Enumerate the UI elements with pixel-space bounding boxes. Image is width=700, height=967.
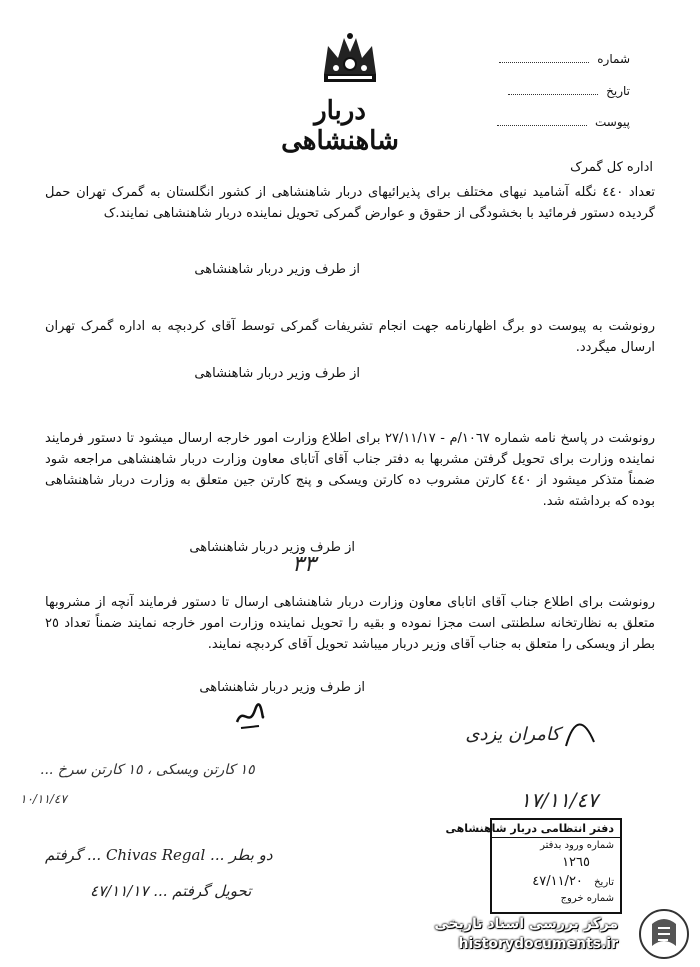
handwritten-number: ٣٣ (292, 552, 316, 577)
signature-line-4: از طرف وزیر دربار شاهنشاهی (199, 680, 365, 695)
handwritten-signature-name: کامران یزدی (465, 724, 560, 745)
court-title: دربار شاهنشاهی (281, 96, 399, 156)
signature-line-1: از طرف وزیر دربار شاهنشاهی (194, 262, 360, 277)
stamp-title: دفتر انتظامی دربار شاهنشاهی (492, 820, 620, 838)
handwritten-note-3: تحویل گرفتم ... ٤٧/١١/١٧ (90, 882, 252, 900)
number-blank (499, 62, 589, 63)
paragraph-3: رونوشت در پاسخ نامه شماره ١٠٦٧/م - ٢٧/١١/١٧ برای اطلاع وزارت امور خارجه ارسال میشود تا دستور فرمایند نماینده وزارت برای تحویل گرفتن مشربها به دفتر جناب آقای آتابای معاون وزارت دربار شاهنشاهی مراجعه شود ضمناً متذکر میشود از ٤٤٠ کارتن مشروب ده کارتن ویسکی و پنج کارتن جین متعلق به وزارت دربار شاهنشاهی بوده که برداشته شد. (45, 431, 656, 509)
paragraph-4: رونوشت برای اطلاع جناب آقای اتابای معاون وزارت دربار شاهنشاهی ارسال تا دستور فرمایند آنچه از مشروبها متعلق به نظارتخانه سلطنتی است مجزا نموده و بقیه را تحویل نماینده وزارت امور خارجه نمایند ضمناً تعداد ٢٥ بطر از ویسکی را متعلق به جناب آقای وزیر دربار میباشد تحویل آقای کردبچه نمایند. (45, 595, 655, 652)
watermark-name: مرکز بررسی اسناد تاریخی (434, 916, 618, 932)
stamp-incoming-label: شماره ورود بدفتر (540, 840, 614, 851)
watermark-domain: historydocuments.ir (458, 936, 618, 952)
archive-watermark (398, 902, 698, 964)
date-field (508, 84, 630, 98)
handwritten-note-1-date: ١٠/١١/٤٧ (20, 792, 67, 806)
handwritten-date: ١٧/١١/٤٧ (520, 788, 598, 812)
paragraph-2: رونوشت به پیوست دو برگ اظهارنامه جهت انجام تشریفات گمرکی توسط آقای کردبچه به اداره گمرک تهران ارسال میگردد. (45, 319, 655, 355)
stamp-date-value: ٤٧/١١/٢٠ (532, 874, 583, 889)
handwritten-note-2: دو بطر ... Chivas Regal ... گرفتم (45, 846, 273, 864)
attachment-field (497, 115, 630, 129)
date-blank (508, 94, 598, 95)
office-stamp (445, 818, 622, 914)
stamp-date-row (492, 872, 620, 891)
addressee: اداره کل گمرک (570, 160, 653, 175)
initial-squiggle-icon (233, 702, 267, 732)
attachment-blank (497, 125, 587, 126)
date-label: تاریخ (606, 84, 630, 98)
crown-emblem-icon (318, 28, 382, 92)
number-field (499, 52, 630, 66)
attachment-label: پیوست (595, 115, 630, 129)
stamp-exit-label: شماره خروج (560, 893, 614, 904)
handwritten-note-1: ١٥ کارتن ویسکی ، ١٥ کارتن سرخ ... (40, 762, 255, 778)
stamp-incoming-value: ١٢٦٥ (562, 855, 590, 870)
signature-line-2: از طرف وزیر دربار شاهنشاهی (194, 366, 360, 381)
number-label: شماره (597, 52, 630, 66)
stamp-incoming-row (492, 838, 620, 853)
paragraph-1: تعداد ٤٤٠ نگله آشامید نیهای مختلف برای پذیرائیهای دربار شاهنشاهی از کشور انگلستان به گمرک تهران حمل گردیده دستور فرمائید با بخشودگی از حقوق و عوارض گمرکی تحویل نماینده دربار شاهنشاهی نمایند.ک (45, 185, 656, 221)
stamp-date-label: تاریخ (594, 877, 614, 888)
signature-stroke-icon (560, 712, 600, 752)
archive-logo-icon (638, 908, 690, 960)
signature-line-3: از طرف وزیر دربار شاهنشاهی (189, 540, 355, 555)
